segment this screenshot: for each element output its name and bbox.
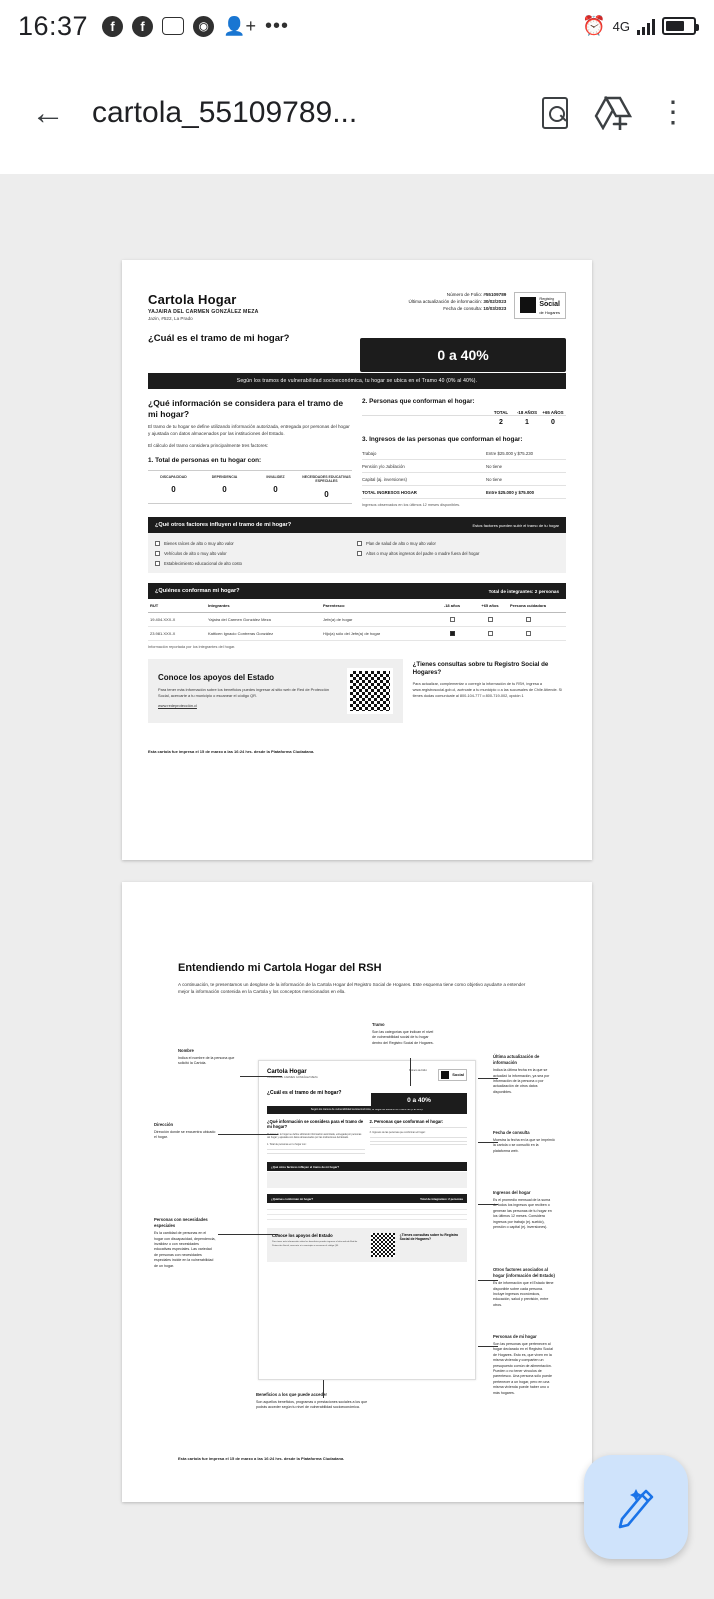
needs-table-cell	[199, 471, 250, 503]
messenger-icon: ◉	[193, 16, 214, 37]
annotate-fab[interactable]	[584, 1455, 688, 1559]
annotate-pen-icon	[612, 1483, 660, 1531]
annotation-tramo	[372, 1022, 434, 1046]
income-label: Trabajo	[362, 450, 377, 456]
mini-dark-bar-1: ¿Qué otros factores influyen el tramo de mi hogar?	[271, 1164, 340, 1169]
factor-item[interactable]	[155, 558, 357, 568]
members-bar-total: Total de integrantes: 2 personas	[488, 588, 559, 594]
annotation-text: Son las personas que pertenecen al hogar declarado en el Registro Social de Hogares. Esto es, que viven en la misma vivienda y comparten un presupuesto común de alimentación. Pueden o no tener vínculos de parentesco. Una persona sólo puede pertenecer a un hogar, pero en una misma vivienda puede haber uno o más hogares.	[493, 1341, 553, 1395]
people-header-total: TOTAL	[493, 410, 509, 415]
annotation-text: Indica el nombre de la persona que solicitó la Cartola.	[178, 1055, 235, 1066]
query-label: Fecha de consulta:	[443, 305, 483, 311]
factor-item[interactable]	[357, 538, 559, 548]
annotation-text: Dirección donde se encuentra ubicado el hogar.	[154, 1129, 216, 1140]
annotation-ultima-actualizacion	[493, 1054, 555, 1096]
member-rut: 19.404.XXX-X	[150, 616, 176, 622]
member-relation: Hijo(a) sólo del Jefe(a) de hogar	[323, 630, 381, 636]
messenger-video-icon	[162, 17, 184, 35]
cartola-title: Cartola Hogar	[148, 292, 237, 307]
mini-left-text: El tramo de tu hogar se define utilizando información autorizada, entregada por personas del hogar y ajustada con datos almacenados por las instituciones del Estado.	[267, 1132, 362, 1140]
income-label: Capital (aj. inversiones)	[362, 476, 407, 482]
needs-value: 0	[222, 485, 227, 495]
update-label: Última actualización de información:	[408, 298, 483, 304]
table-row	[148, 627, 566, 641]
logo-line1: Registro	[539, 296, 555, 301]
alarm-icon: ⏰	[581, 16, 606, 37]
mini-tramo-badge: 0 a 40%	[371, 1093, 467, 1109]
income-value: Entre $25.000 y $75.230	[486, 450, 534, 456]
apoyos-link[interactable]: www.redeprotección.cl	[158, 703, 197, 709]
members-bar	[148, 583, 566, 599]
cartola-meta	[408, 292, 506, 313]
mini-band: Según los tramos de vulnerabilidad socioeconómica, tu hogar se ubica en el Tramo 40 (0 al 40%).	[267, 1106, 467, 1114]
mini-qr-icon	[371, 1233, 395, 1257]
folio-label: Número de Folio:	[446, 292, 483, 297]
people-value-total: 2	[499, 419, 503, 426]
income-row	[362, 460, 566, 473]
leader-line	[478, 1142, 498, 1143]
app-bar	[0, 52, 714, 174]
status-notification-icons	[102, 15, 289, 38]
add-contact-icon: 👤+	[223, 15, 257, 36]
factors-bar	[148, 517, 566, 533]
annotation-text: Es el promedio mensual de la suma de todos los ingresos que reciben o generan las personas de tu hogar en los últimos 12 meses. Considera ingresos por trabajo (ej. sueldo), pensión o capital (ej. inversiones).	[493, 1197, 552, 1229]
annotation-text: Muestra la fecha en la que se imprimió la cartola o se consultó en la plataforma web.	[493, 1137, 555, 1153]
status-system-icons	[582, 14, 696, 38]
income-table	[362, 447, 566, 499]
app-bar-actions	[542, 96, 692, 130]
annotation-title: Dirección	[154, 1121, 174, 1127]
consultas-title: ¿Tienes consultas sobre tu Registro Social de Hogares?	[412, 661, 549, 677]
tramo-question: ¿Cuál es el tramo de mi hogar?	[148, 333, 290, 344]
checkbox-icon	[357, 551, 362, 556]
logo-line2: Social	[539, 301, 560, 308]
facebook-icon: f	[132, 16, 153, 37]
people-value-minor: 1	[525, 419, 529, 426]
info-left-subheading: 1. Total de personas en tu hogar con:	[148, 456, 262, 464]
member-rut: 23.981.XXX-X	[150, 630, 176, 636]
apoyos-text: Para tener más información sobre los beneficios puedes ingresar al sitio web de Red de Protección Social, acercarte a tu municipio o escanear el código QR.	[158, 686, 330, 698]
folio-value: #55109789	[483, 292, 507, 297]
factors-bar-title: ¿Qué otros factores influyen el tramo de mi hogar?	[155, 522, 292, 528]
needs-header: DEPENDENCIA	[211, 474, 238, 479]
member-minor-checkbox	[433, 617, 471, 623]
member-senior-checkbox	[471, 617, 509, 623]
page1-footer: Esta cartola fue impresa el 15 de marzo a las 16:24 hrs. desde la Plataforma Ciudadana.	[148, 749, 315, 754]
mini-consultas-title: ¿Tienes consultas sobre tu Registro Social de Hogares?	[399, 1233, 459, 1242]
annotation-title: Personas de mi hogar	[493, 1333, 537, 1339]
annotation-direccion	[154, 1122, 216, 1141]
annotation-personas-hogar	[493, 1334, 555, 1396]
annotation-text: Son las categorías que indican el nivel de vulnerabilidad social de tu hogar dentro del Registro Social de Hogares.	[372, 1029, 434, 1045]
tramo-band-text: Según los tramos de vulnerabilidad socioeconómica, tu hogar se ubica en el Tramo 40 (0% al 40%).	[148, 373, 566, 389]
table-row	[148, 613, 566, 627]
income-total-row	[362, 486, 566, 499]
annotation-text: Es la cantidad de personas en el hogar con discapacidad, dependencia, invalidez o con necesidades educativas especiales. Las variedad de personas con necesidades especiales incide en la vulnerabilidad de un hogar.	[154, 1231, 216, 1268]
factor-label: Plan de salud de alto o muy alto valor	[366, 540, 436, 546]
overflow-menu-icon[interactable]: ⋮	[658, 96, 688, 129]
leader-line	[478, 1078, 498, 1079]
needs-header: DISCAPACIDAD	[160, 474, 187, 479]
needs-header: INVALIDEZ	[266, 474, 285, 479]
members-header-senior: +65 años	[481, 603, 499, 608]
apoyos-title: Conoce los apoyos del Estado	[158, 672, 275, 682]
mini-title: Cartola Hogar	[267, 1068, 307, 1075]
leader-line	[218, 1134, 278, 1135]
income-value: No tiene	[486, 463, 503, 469]
leader-line	[240, 1076, 282, 1077]
tramo-value-badge: 0 a 40%	[360, 338, 566, 372]
members-bar-title: ¿Quiénes conforman mi hogar?	[155, 588, 240, 594]
members-header-minor: -18 años	[443, 603, 461, 608]
people-header-minor: -18 AÑOS	[516, 410, 538, 415]
bottom-boxes	[148, 659, 566, 723]
mini-logo-text: Social	[452, 1072, 464, 1078]
annotation-ingresos-hogar	[493, 1190, 555, 1231]
mini-logo-icon	[441, 1071, 449, 1079]
member-minor-checkbox	[433, 631, 471, 637]
factors-checklist	[148, 533, 566, 573]
annotation-text: Es de información que el Estado tiene disponible sobre cada persona. Incluye ingresos económicos, educación, salud y previsión, entre otros.	[493, 1281, 554, 1307]
info-left-paragraph-1: El tramo de tu hogar se define utilizando información autorizada, entregada por personas del hogar y ajustada con datos almacenados por las instituciones del Estado.	[148, 424, 350, 437]
annotation-title: Beneficios a los que puede acceder	[256, 1391, 327, 1397]
annotation-beneficios	[256, 1392, 376, 1411]
document-page-1	[122, 260, 592, 860]
leader-line	[323, 1380, 324, 1398]
facebook-icon: f	[102, 16, 123, 37]
income-row	[362, 473, 566, 486]
needs-value: 0	[324, 490, 329, 500]
factors-bar-hint: Estos factores pueden subir el tramo de tu hogar	[472, 522, 559, 528]
consultas-text: Para actualizar, complementar o corregir la información de tu RSH, ingresa a www.registrosocial.gob.cl, acércate a tu municipio o a las sucursales de Chile Atiende. Si tienes dudas comunícate al 800-104-777 o 800-719-002, opción 1	[412, 682, 563, 698]
annotation-text: Son aquellos beneficios, programas o prestaciones sociales a los que podrás acceder según tu nivel de vulnerabilidad socioeconómica.	[256, 1399, 368, 1410]
document-title: cartola_55109789...	[92, 96, 358, 129]
page2-intro: A continuación, te presentamos un desglose de la información de la Cartola Hogar del Registro Social de Hogares. Este esquema tiene como objetivo ayudarte a entender mejor la información contenida en la Cartola y los conceptos mencionados en ella.	[178, 982, 526, 995]
income-row	[362, 447, 566, 460]
annotation-title: Personas con necesidades especiales	[154, 1216, 208, 1228]
annotation-title: Fecha de consulta	[493, 1129, 530, 1135]
annotation-title: Otros factores asociados al hogar (información del Estado)	[493, 1266, 555, 1278]
logo-line3: de Hogares	[539, 309, 560, 315]
member-senior-checkbox	[471, 631, 509, 637]
checkbox-icon	[155, 561, 160, 566]
info-left-paragraph-2: El cálculo del tramo considera principalmente tres factores:	[148, 443, 269, 449]
member-name: Yajaira del Carmen González Meza	[208, 616, 271, 622]
leader-line	[478, 1280, 498, 1281]
document-viewer[interactable]	[0, 174, 714, 1599]
leader-line	[478, 1346, 498, 1347]
battery-icon	[662, 17, 696, 35]
mini-subtitle: YAJAIRA DEL CARMEN GONZÁLEZ MEZA	[267, 1075, 318, 1079]
more-icon: •••	[265, 14, 290, 37]
needs-table-cell	[301, 471, 352, 503]
factor-label: Altos o muy altos ingresos del padre o madre fuera del hogar	[366, 550, 480, 556]
leader-line	[478, 1204, 498, 1205]
cartola-address: Jazin, #522, La Prado	[148, 316, 193, 321]
mini-meta: Número de Folio:	[408, 1068, 428, 1072]
needs-value: 0	[171, 485, 176, 495]
document-page-2	[122, 882, 592, 1502]
mini-cartola-preview	[258, 1060, 476, 1380]
members-table-header	[148, 599, 566, 613]
explainer-diagram	[148, 1012, 566, 1432]
mini-dark-bar-2: ¿Quiénes conforman mi hogar?	[271, 1196, 314, 1201]
factor-item[interactable]	[155, 548, 357, 558]
page2-title: Entendiendo mi Cartola Hogar del RSH	[178, 962, 382, 974]
update-value: 30/02/2023	[483, 298, 507, 304]
signal-icon	[637, 18, 655, 35]
income-value: No tiene	[486, 476, 503, 482]
leader-line	[410, 1058, 411, 1086]
income-total-label: TOTAL INGRESOS HOGAR	[362, 489, 417, 495]
query-value: 10/03/2023	[483, 305, 507, 311]
network-type-label: 4G	[612, 18, 630, 34]
logo-mark-icon	[520, 297, 536, 313]
mini-checklist-block	[267, 1172, 467, 1188]
annotation-personas-necesidades	[154, 1217, 216, 1269]
member-carer-checkbox	[509, 631, 547, 637]
back-button[interactable]: ←	[31, 93, 65, 132]
needs-value: 0	[273, 485, 278, 495]
drive-add-icon[interactable]	[594, 96, 632, 130]
annotation-fecha-consulta	[493, 1130, 555, 1154]
income-footnote: Ingresos observados en los últimos 12 meses disponibles.	[362, 503, 461, 507]
status-bar	[0, 0, 714, 52]
members-header-name: Integrantes	[208, 603, 230, 608]
info-right-column	[362, 398, 566, 507]
consultas-box	[411, 659, 566, 723]
mini-right-sub: 3. Ingresos de las personas que conforman el hogar:	[369, 1130, 426, 1134]
factor-item[interactable]	[357, 548, 559, 558]
mini-right-heading: 2. Personas que conforman el hogar:	[369, 1118, 444, 1124]
annotation-title: Tramo	[372, 1021, 385, 1027]
apoyos-box	[148, 659, 403, 723]
needs-table-cell	[148, 471, 199, 503]
annotation-title: Última actualización de información	[493, 1053, 540, 1065]
members-header-carer: Persona cuidadora	[509, 603, 546, 608]
income-heading: 3. Ingresos de las personas que conforman el hogar:	[362, 436, 523, 443]
cartola-person: YAJAIRA DEL CARMEN GONZÁLEZ MEZA	[148, 309, 259, 315]
info-left-column	[148, 398, 352, 507]
document-scan-icon[interactable]	[542, 97, 568, 129]
needs-header: NECESIDADES EDUCATIVAS ESPECIALES	[302, 474, 351, 484]
needs-table-cell	[250, 471, 301, 503]
people-heading: 2. Personas que conforman el hogar:	[362, 398, 475, 405]
checkbox-icon	[155, 541, 160, 546]
qr-code-icon	[347, 668, 393, 714]
people-value-senior: 0	[551, 419, 555, 426]
factor-label: Bienes raíces de alto o muy alto valor	[164, 540, 234, 546]
factor-label: Vehículos de alto o muy alto valor	[164, 550, 227, 556]
members-header-rut: RUT	[150, 603, 159, 608]
mini-apoyos-box	[267, 1228, 467, 1262]
people-header-senior: +65 AÑOS	[542, 410, 564, 415]
mini-apoyos-title: Conoce los apoyos del Estado	[272, 1233, 333, 1239]
checkbox-icon	[155, 551, 160, 556]
members-header-relation: Parentesco	[323, 603, 345, 608]
registro-social-logo	[514, 292, 566, 319]
people-table-row	[362, 415, 566, 429]
info-left-heading: ¿Qué información se considera para el tramo de mi hogar?	[148, 398, 344, 419]
annotation-title: Nombre	[178, 1047, 194, 1053]
member-name: Katticen Ignacio Contreras González	[208, 630, 274, 636]
needs-table	[148, 470, 352, 504]
annotation-nombre	[178, 1048, 240, 1067]
people-table-header	[362, 410, 566, 415]
status-time: 16:37	[18, 10, 89, 41]
member-carer-checkbox	[509, 617, 547, 623]
mini-apoyos-text: Para tener más información sobre los beneficios puedes ingresar al sitio web de Red de Protección Social, acercarte a tu municipio o escanear el código QR.	[272, 1241, 358, 1247]
income-total-value: Entre $25.000 y $75.000	[486, 489, 535, 495]
page2-footer: Esta cartola fue impresa el 15 de marzo a las 16:24 hrs. desde la Plataforma Ciudadana.	[178, 1455, 345, 1461]
member-relation: Jefe(a) de hogar	[323, 616, 353, 622]
annotation-otros-factores	[493, 1267, 555, 1309]
mini-left-heading: ¿Qué información se considera para el tramo de mi hogar?	[267, 1118, 364, 1130]
annotation-text: Indica la última fecha en la que se actualizó la información, ya sea por información de la persona o por actualización de otros datos disponibles.	[493, 1068, 550, 1094]
mini-question: ¿Cuál es el tramo de mi hogar?	[267, 1089, 342, 1096]
mini-dark-bar-2-total: Total de integrantes: 2 personas	[420, 1196, 463, 1201]
factor-item[interactable]	[155, 538, 357, 548]
annotation-title: Ingresos del hogar	[493, 1189, 531, 1195]
income-label: Pensión y/o Jubilación	[362, 463, 405, 469]
mini-members-rows	[267, 1205, 467, 1220]
cartola-header	[148, 292, 566, 321]
mini-left-sub: 1. Total de personas en tu hogar con:	[267, 1142, 307, 1146]
checkbox-icon	[357, 541, 362, 546]
members-note: Información reportada por los integrantes del hogar.	[148, 645, 236, 649]
factor-label: Establecimiento educacional de alto costo	[164, 560, 242, 566]
leader-line	[218, 1234, 278, 1235]
info-columns	[148, 398, 566, 507]
